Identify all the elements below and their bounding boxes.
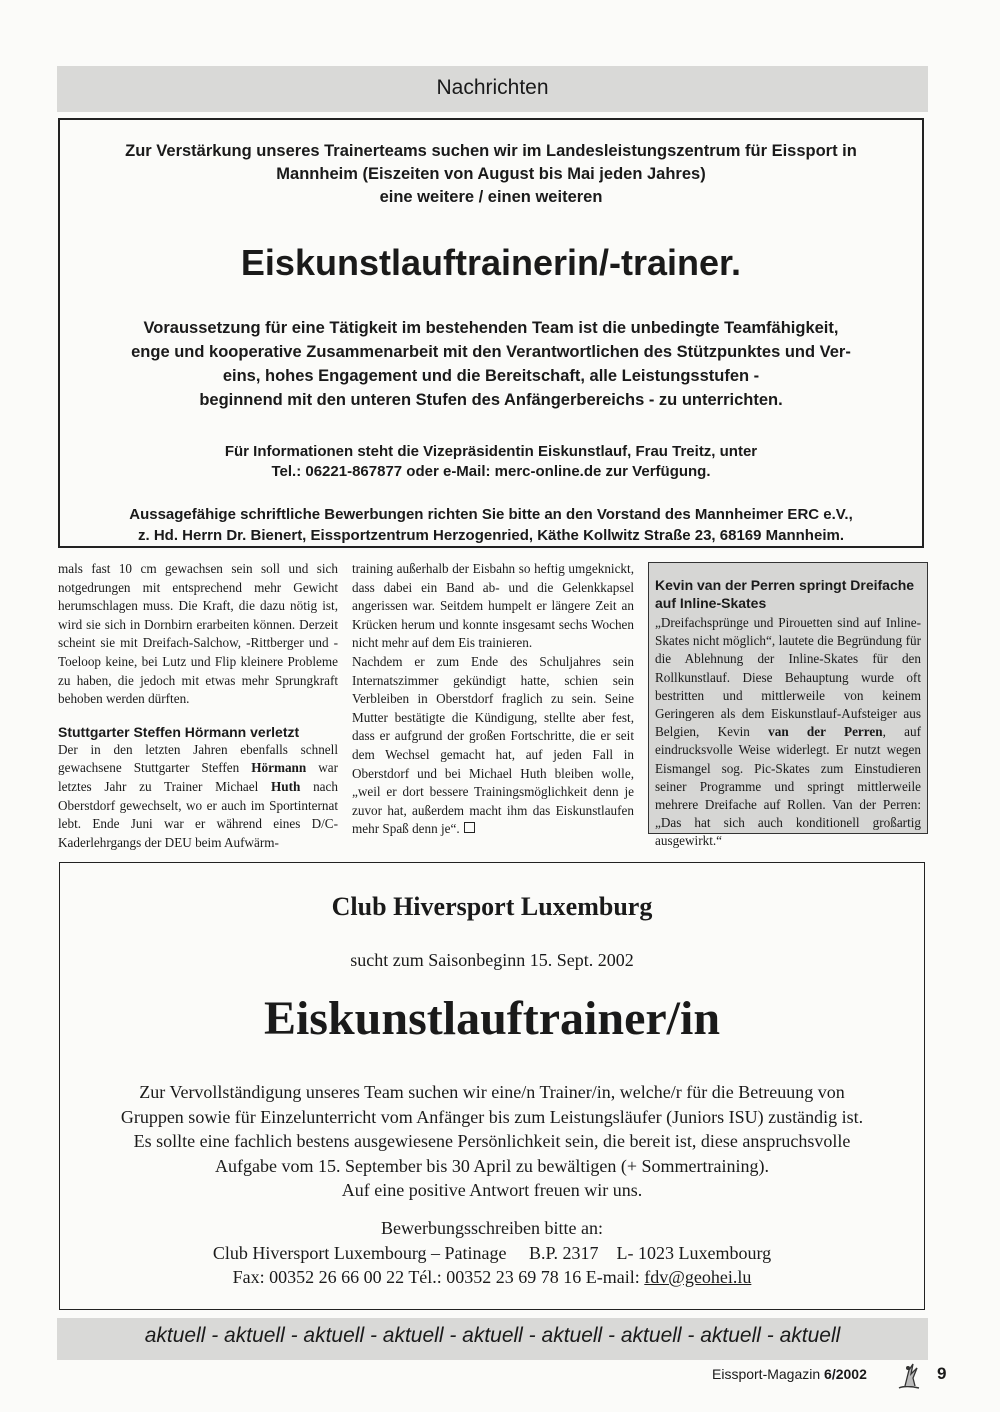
text-run: Nachdem er zum Ende des Schuljahres sein Internatszimmer gekündigt hatte, schien sein Verbleiben in Oberstdorf fraglich zu sein. Seine Mutter bestätigte die Kündigung, stellte aber fest, dass er aufgrund der großen Fortschritte, die er seit dem Wechsel gemacht hat, auf jeden Fall in Oberstdorf und bei Michael Huth bleiben wolle, „weil er dort bessere Trainingsmöglichkeit denn je zuvor hat, außerdem macht ihm das Eiskunstlaufen mehr Spaß denn je“. — [352, 653, 634, 837]
text-run: nach Oberstdorf gewechselt, wo er auch im Sportinternat lebt. Ende Juni war er während eines D/C-Kaderlehrgangs der DEU beim Aufwärm- — [58, 778, 338, 850]
text-run: war letztes Jahr zu Trainer Michael — [58, 760, 338, 794]
article-paragraph: training außerhalb der Eisbahn so heftig umgeknickt, dass dabei ein Band ab- und die Gelenkkapsel angerissen war. Seitdem humpelt er längere Zeit an Krücken herum und konnte insgesamt sechs Wochen nicht mehr auf dem Eis trainieren. — [352, 561, 634, 651]
ad1-info-line: Für Informationen steht die Vizepräsidentin Eiskunstlauf, Frau Treitz, unter — [224, 443, 758, 460]
article-paragraph: mals fast 10 cm gewachsen sein soll und sich notgedrungen mit entsprechend mehr Gewicht herumschlagen muss. Die Kraft, die dazu nötig ist, wird sie sich in Dornbirn erarbeiten können. Derzeit scheint sie mit Dreifach-Salchow, -Rittberger und -Toeloop keine, bei Lutz und Flip kleinere Probleme zu haben, die jedoch mit etwas mehr Sprungkraft behoben werden dürften. — [58, 561, 338, 707]
ad1-req-line: Voraussetzung für eine Tätigkeit im bestehenden Team ist die unbedingte Teamfähigkeit, — [143, 319, 839, 337]
section-title: Nachrichten — [436, 76, 549, 99]
article-column-2 — [352, 560, 634, 839]
ad1-req-line: eins, hohes Engagement und die Bereitschaft, alle Leistungsstufen - — [222, 367, 760, 385]
ad1-apply-line: z. Hd. Herrn Dr. Bienert, Eissportzentrum Herzogenried, Käthe Kollwitz Straße 23, 68169 Mannheim. — [137, 527, 844, 544]
ad2-desc-line: Aufgabe vom 15. September bis 30 April zu bewältigen (+ Sommertraining). — [214, 1155, 770, 1176]
article-paragraph — [352, 653, 634, 839]
ad2-contact-line — [60, 1265, 924, 1290]
ad2-desc-line: Es sollte eine fachlich bestens ausgewiesene Persönlichkeit sein, die bereit ist, diese anspruchsvolle — [133, 1131, 851, 1151]
ad2-desc-line: Auf eine positive Antwort freuen wir uns. — [341, 1180, 643, 1200]
footer-banner — [57, 1318, 928, 1360]
magazine-credit — [712, 1366, 867, 1382]
name-bold: Hörmann — [251, 760, 307, 776]
job-ad-mannheim — [58, 118, 924, 548]
ad1-info-line: Tel.: 06221-867877 oder e-Mail: merc-online.de zur Verfügung. — [271, 463, 711, 480]
name-bold: van der Perren — [768, 724, 883, 740]
ad1-apply-line: Aussagefähige schriftliche Bewerbungen richten Sie bitte an den Vorstand des Mannheimer ERC e.V., — [129, 506, 853, 523]
ad1-title: Eiskunstlauftrainerin/-trainer. — [240, 242, 742, 283]
ad2-desc-line: Zur Vervollständigung unseres Team suchen wir eine/n Trainer/in, welche/r für die Betreuung von — [139, 1082, 845, 1102]
page-number: 9 — [937, 1364, 947, 1383]
magazine-issue: 6/2002 — [824, 1366, 867, 1382]
ad1-req-line: beginnend mit den unteren Stufen des Anfängerbereichs - zu unterrichten. — [199, 391, 783, 409]
ad1-requirements — [74, 316, 908, 412]
ad1-intro-line: Mannheim (Eiszeiten von August bis Mai jeden Jahres) — [276, 165, 706, 183]
article-heading: Stuttgarter Steffen Hörmann verletzt — [58, 723, 300, 740]
ad2-contact — [60, 1216, 924, 1290]
end-mark-icon — [464, 822, 475, 833]
text-run: „Dreifachsprünge und Pirouetten sind auf Inline-Skates nicht möglich“, lautete die Begründung für die Ablehnung der Inline-Skates für den Rollkunstlauf. Diese Behauptung wurde oft bestritten und mittlerweile von keinem Geringeren als dem Eiskunstlauf-Aufsteiger aus Belgien, Kevin — [655, 615, 921, 740]
ad2-club-name: Club Hiversport Luxemburg — [331, 892, 653, 921]
ad1-req-line: enge und kooperative Zusammenarbeit mit den Verantwortlichen des Stützpunktes und Ver- — [131, 343, 851, 361]
article-column-1 — [58, 560, 338, 852]
sidebox-text — [655, 614, 921, 851]
ad2-title: Eiskunstlauftrainer/in — [263, 992, 721, 1045]
ad1-intro-line: Zur Verstärkung unseres Trainerteams suchen wir im Landesleistungszentrum für Eissport in — [125, 142, 857, 160]
news-sidebox — [648, 562, 928, 849]
ad2-description — [68, 1080, 916, 1203]
ad2-contact-line: Bewerbungsschreiben bitte an: — [381, 1218, 603, 1238]
name-bold: Huth — [271, 778, 301, 794]
footer-banner-text: aktuell - aktuell - aktuell - aktuell - aktuell - aktuell - aktuell - aktuell - aktuell — [144, 1324, 841, 1347]
text-run: Der in den letzten Jahren ebenfalls schnell gewachsene Stuttgarter Steffen — [58, 741, 338, 776]
ad2-desc-line: Gruppen sowie für Einzelunterricht vom Anfänger bis zum Leistungsläufer (Juniors ISU) zuständig ist. — [120, 1106, 864, 1127]
ad1-info — [70, 442, 912, 482]
email-link[interactable]: fdv@geohei.lu — [644, 1267, 752, 1287]
text-run: , auf eindrucksvolle Weise widerlegt. Er nutzt wegen Eismangel sog. Pic-Skates zum Einstudieren seiner Programme und springt mittlerweile mehrere Dreifache auf Rollen. Van der Perren: „Das hat sich auch konditionell großartig ausgewirkt.“ — [655, 724, 922, 849]
article-paragraph — [58, 741, 338, 853]
ad1-apply — [70, 504, 912, 546]
sidebox-heading: Kevin van der Perren springt Dreifache auf Inline-Skates — [655, 577, 915, 611]
section-header — [57, 66, 928, 112]
magazine-name: Eissport-Magazin — [712, 1366, 825, 1382]
ad1-intro — [70, 140, 912, 209]
ad2-seek: sucht zum Saisonbeginn 15. Sept. 2002 — [350, 950, 634, 970]
skater-logo-icon — [893, 1362, 925, 1392]
ad2-contact-line: Club Hiversport Luxembourg – Patinage B.P. 2317 L- 1023 Luxembourg — [212, 1242, 772, 1263]
job-ad-luxembourg — [59, 862, 925, 1310]
ad1-intro-line: eine weitere / einen weiteren — [379, 188, 603, 206]
text-run: Fax: 00352 26 66 00 22 Tél.: 00352 23 69 78 16 E-mail: — [232, 1267, 645, 1287]
